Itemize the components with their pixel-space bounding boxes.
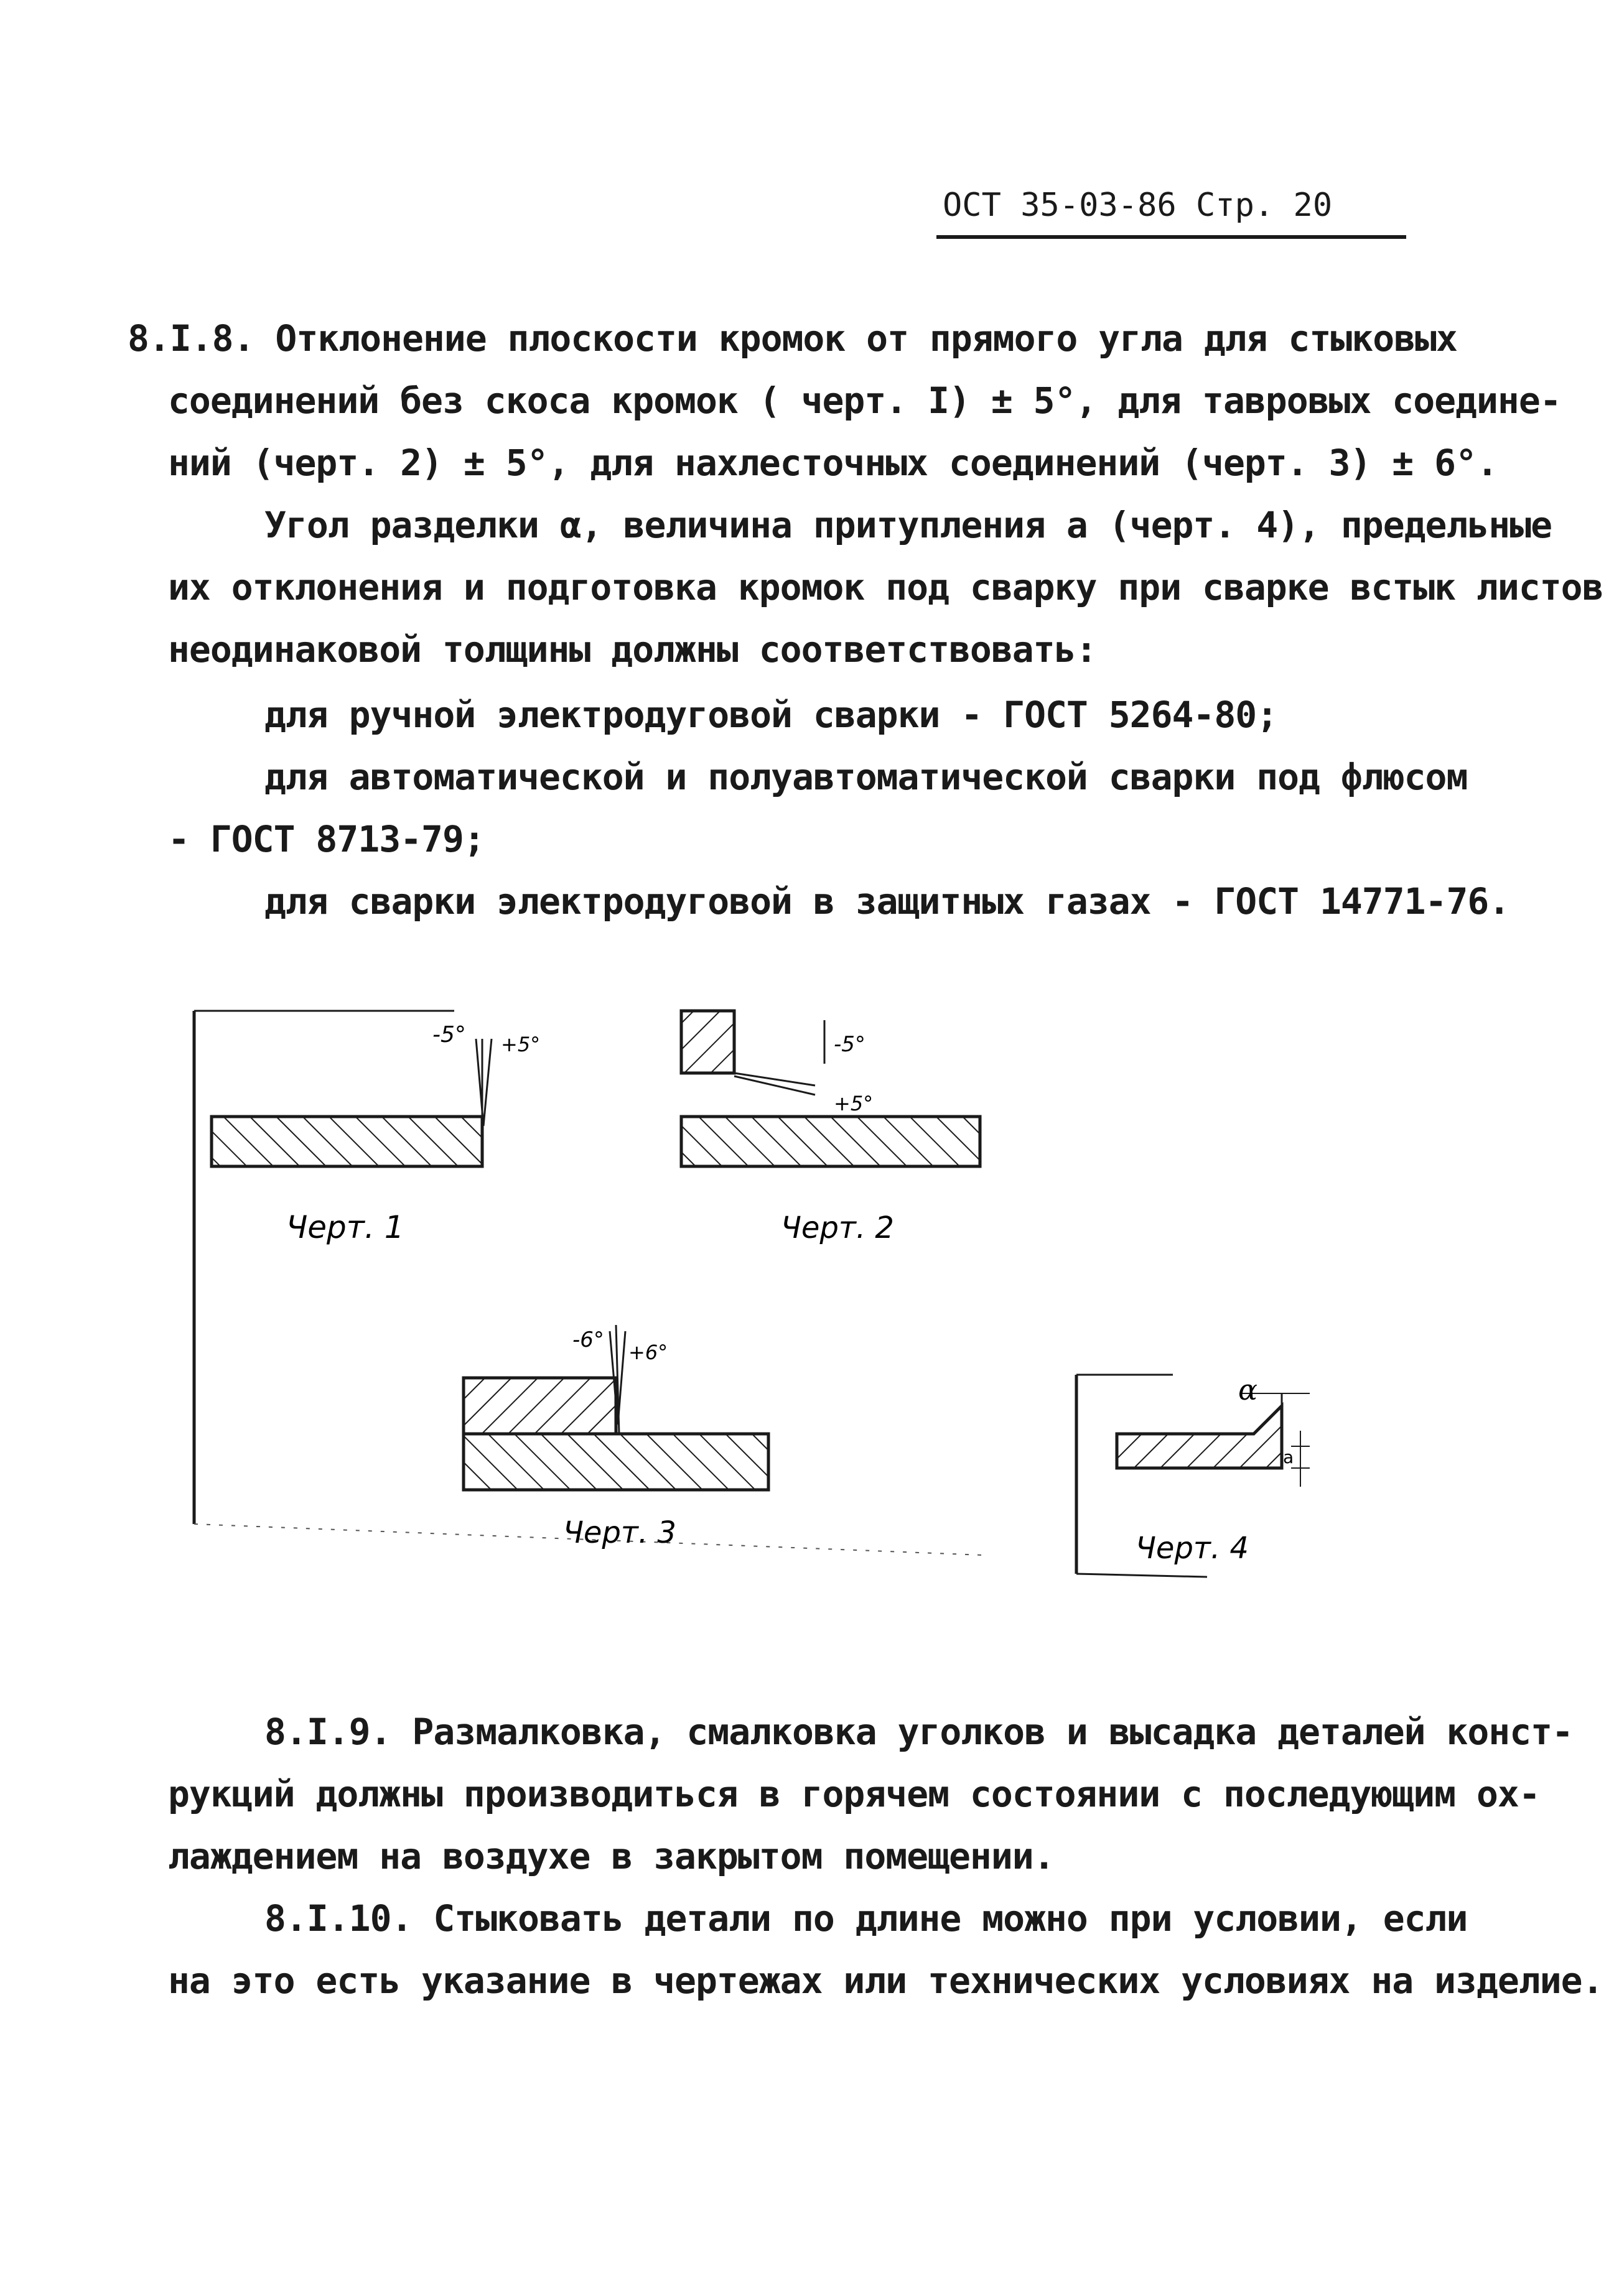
- list-item-manual-welding: для ручной электродуговой сварки - ГОСТ 5264-80;: [264, 694, 1278, 736]
- figure-2-caption: Черт. 2: [781, 1211, 894, 1245]
- list-item-automatic-welding: для автоматической и полуавтоматической сварки под флюсом: [264, 756, 1468, 798]
- figure-2-angle-minus: -5°: [834, 1032, 865, 1057]
- figure-4-blunt-label: a: [1283, 1447, 1294, 1467]
- figure-2-tee-joint: [681, 1011, 980, 1245]
- paragraph-8-1-10-line-2: на это есть указание в чертежах или технических условиях на изделие.: [168, 1959, 1603, 2002]
- paragraph-angle-line-3: неодинаковой толщины должны соответствовать:: [168, 628, 1097, 671]
- list-item-gas-welding: для сварки электродуговой в защитных газах - ГОСТ 14771-76.: [264, 880, 1510, 923]
- paragraph-8-1-8-line-1: 8.I.8. Отклонение плоскости кромок от прямого угла для стыковых: [128, 317, 1457, 360]
- figure-4-bevel: [1076, 1373, 1310, 1577]
- page-header: ОСТ 35-03-86 Стр. 20: [943, 187, 1333, 224]
- figure-2-angle-plus: +5°: [834, 1092, 874, 1115]
- figure-3-angle-minus: -6°: [572, 1327, 604, 1352]
- paragraph-angle-line-1: Угол разделки α, величина притупления a (черт. 4), предельные: [264, 504, 1552, 546]
- paragraph-8-1-9-line-2: рукций должны производиться в горячем состоянии с последующим ох-: [168, 1773, 1540, 1815]
- figure-1-caption: Черт. 1: [286, 1209, 404, 1245]
- figure-3-angle-plus: +6°: [628, 1341, 668, 1364]
- weld-drawings: [180, 995, 1363, 1599]
- paragraph-angle-line-2: их отклонения и подготовка кромок под сварку при сварке встык листов: [168, 566, 1603, 608]
- paragraph-8-1-9-line-3: лаждением на воздухе в закрытом помещении.: [168, 1835, 1055, 1877]
- figure-3-caption: Черт. 3: [563, 1515, 676, 1550]
- list-item-automatic-welding-gost: - ГОСТ 8713-79;: [168, 818, 485, 860]
- paragraph-8-1-8-line-3: ний (черт. 2) ± 5°, для нахлесточных соединений (черт. 3) ± 6°.: [168, 442, 1498, 484]
- header-underline: [936, 235, 1406, 239]
- paragraph-8-1-9-line-1: 8.I.9. Размалковка, смалковка уголков и высадка деталей конст-: [264, 1711, 1573, 1753]
- figure-1-angle-minus: -5°: [432, 1022, 466, 1048]
- figure-3-lap-joint: [464, 1325, 768, 1550]
- figure-4-caption: Черт. 4: [1136, 1531, 1249, 1566]
- paragraph-8-1-8-line-2: соединений без скоса кромок ( черт. I) ± 5°, для тавровых соедине-: [168, 379, 1561, 422]
- figure-1-butt-joint: [212, 1022, 540, 1245]
- figure-1-angle-plus: +5°: [501, 1033, 541, 1056]
- figure-4-angle-label: α: [1238, 1373, 1258, 1406]
- paragraph-8-1-10-line-1: 8.I.10. Стыковать детали по длине можно при условии, если: [264, 1897, 1468, 1940]
